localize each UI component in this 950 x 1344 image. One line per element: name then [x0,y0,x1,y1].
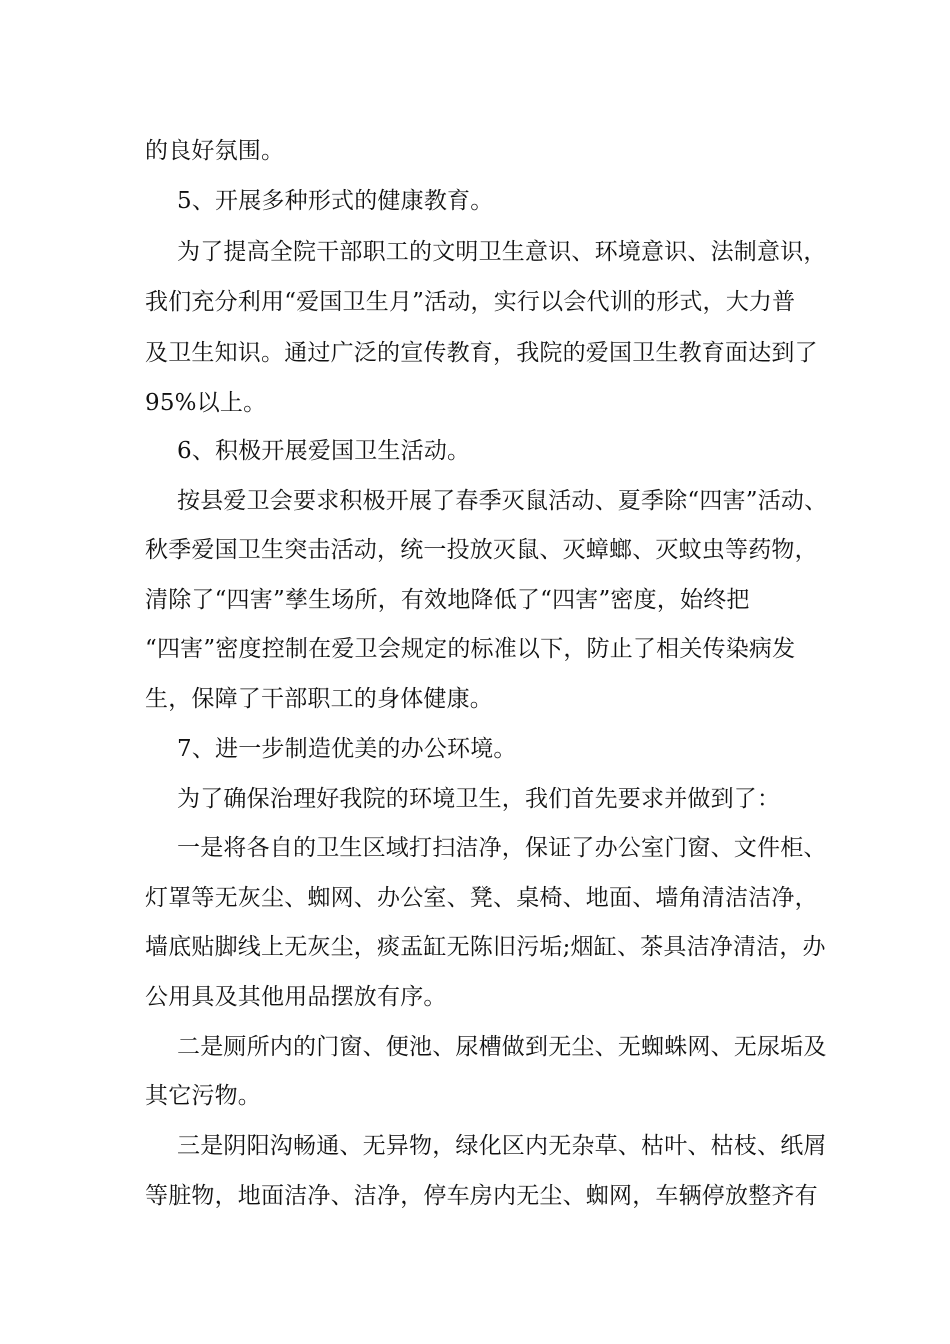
section-heading-6: 6、积极开展爱国卫生活动。 [177,438,471,464]
text-line: 清除了“四害”孳生场所，有效地降低了“四害”密度，始终把 [145,587,750,613]
text-line: 秋季爱国卫生突击活动，统一投放灭鼠、灭蟑螂、灭蚊虫等药物， [145,537,818,563]
text-line: 墙底贴脚线上无灰尘，痰盂缸无陈旧污垢;烟缸、茶具洁净清洁，办 [145,934,826,960]
text-line: 生，保障了干部职工的身体健康。 [145,686,493,712]
section-heading-7: 7、进一步制造优美的办公环境。 [177,736,517,762]
text-line: 公用具及其他用品摆放有序。 [145,984,447,1010]
text-line: 按县爱卫会要求积极开展了春季灭鼠活动、夏季除“四害”活动、 [177,488,828,514]
text-line: 三是阴阳沟畅通、无异物，绿化区内无杂草、枯叶、枯枝、纸屑 [177,1133,827,1159]
text-line: 为了确保治理好我院的环境卫生，我们首先要求并做到了： [177,786,781,812]
text-line: 其它污物。 [145,1083,261,1109]
section-heading-5: 5、开展多种形式的健康教育。 [177,188,494,214]
text-line: 等脏物，地面洁净、洁净，停车房内无尘、蜘网，车辆停放整齐有 [145,1183,818,1209]
text-line: 灯罩等无灰尘、蜘网、办公室、凳、桌椅、地面、墙角清洁洁净， [145,885,818,911]
text-line: “四害”密度控制在爱卫会规定的标准以下，防止了相关传染病发 [145,636,796,662]
text-line: 及卫生知识。通过广泛的宣传教育，我院的爱国卫生教育面达到了 [145,340,818,366]
text-line: 我们充分利用“爱国卫生月”活动，实行以会代训的形式，大力普 [145,289,796,315]
text-line: 为了提高全院干部职工的文明卫生意识、环境意识、法制意识， [177,239,827,265]
text-line: 二是厕所内的门窗、便池、尿槽做到无尘、无蜘蛛网、无尿垢及 [177,1034,827,1060]
text-line: 一是将各自的卫生区域打扫洁净，保证了办公室门窗、文件柜、 [177,835,827,861]
text-line: 的良好氛围。 [145,138,285,164]
text-line: 95%以上。 [145,390,267,416]
